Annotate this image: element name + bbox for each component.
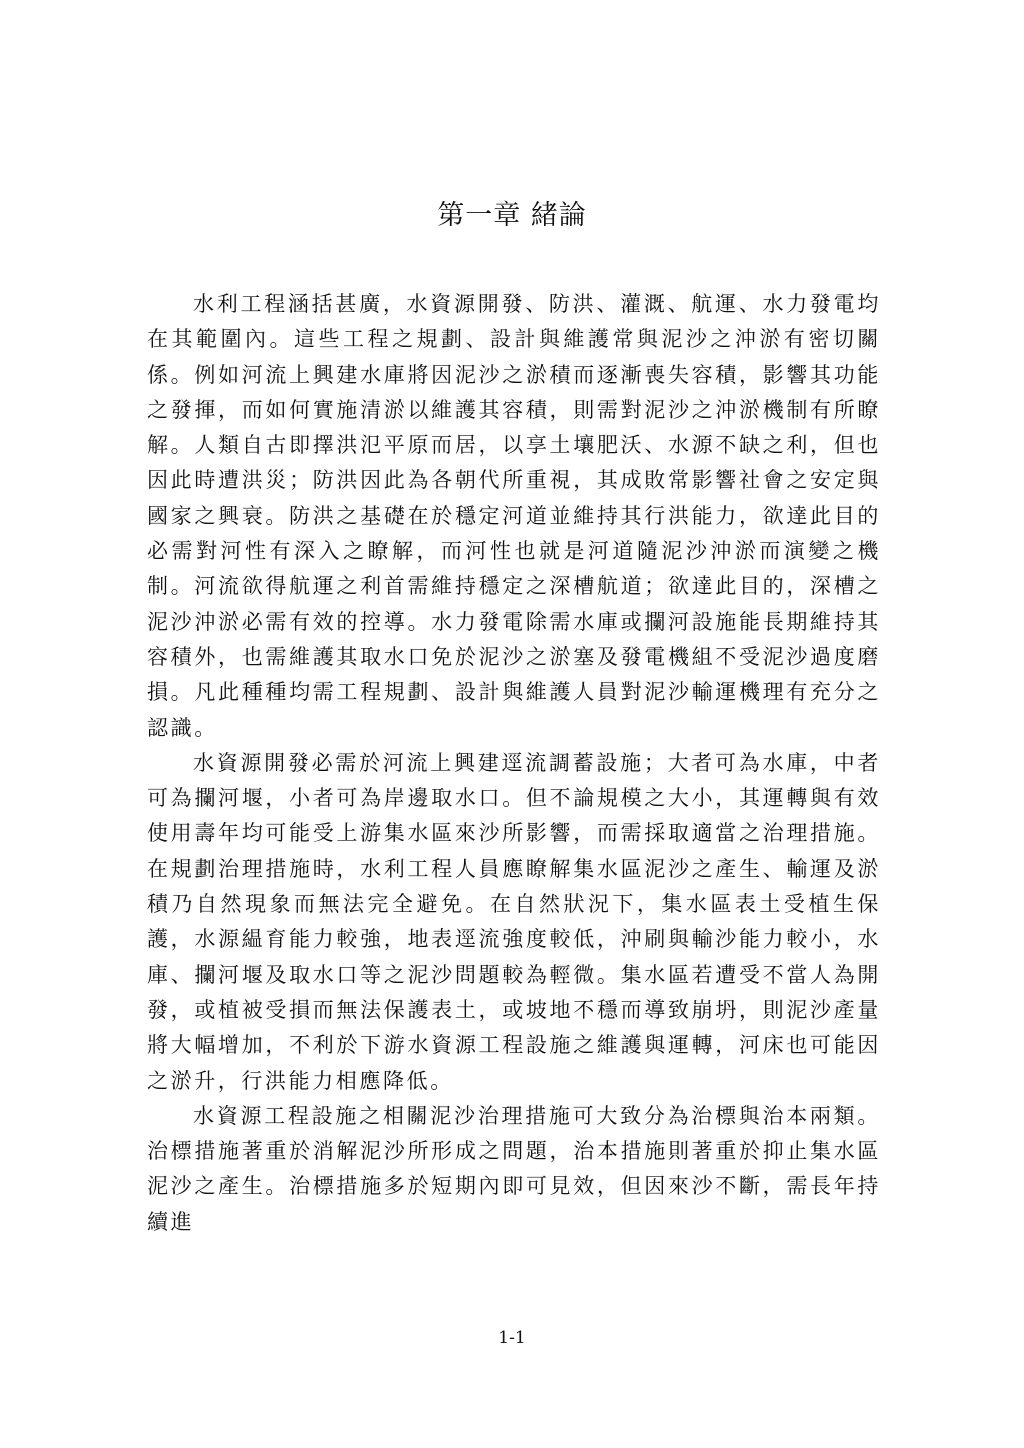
- page-number: 1-1: [498, 1328, 526, 1348]
- chapter-title: 第一章 緒論: [437, 200, 587, 231]
- paragraph-3: 水資源工程設施之相關泥沙治理措施可大致分為治標與治本兩類。治標措施著重於消解泥沙所形成之問題，治本措施則著重於抑止集水區泥沙之產生。治標措施多於短期內即可見效，但因來沙不斷，需長年持續進: [147, 1103, 881, 1234]
- paragraph-2: 水資源開發必需於河流上興建逕流調蓄設施；大者可為水庫，中者可為攔河堰，小者可為岸邊取水口。但不論規模之大小，其運轉與有效使用壽年均可能受上游集水區來沙所影響，而需採取適當之治理措施。在規劃治理措施時，水利工程人員應瞭解集水區泥沙之產生、輸運及淤積乃自然現象而無法完全避免。在自然狀況下，集水區表土受植生保護，水源緼育能力較強，地表逕流強度較低，沖刷與輸沙能力較小，水庫、攔河堰及取水口等之泥沙問題較為輕微。集水區若遭受不當人為開發，或植被受損而無法保護表土，或坡地不穩而導致崩坍，則泥沙產量將大幅增加，不利於下游水資源工程設施之維護與運轉，河床也可能因之淤升，行洪能力相應降低。: [147, 750, 881, 1093]
- paragraph-1: 水利工程涵括甚廣，水資源開發、防洪、灌溉、航運、水力發電均在其範圍內。這些工程之規劃、設計與維護常與泥沙之沖淤有密切關係。例如河流上興建水庫將因泥沙之淤積而逐漸喪失容積，影響其功能之發揮，而如何實施清淤以維護其容積，則需對泥沙之沖淤機制有所瞭解。人類自古即擇洪氾平原而居，以享土壤肥沃、水源不缺之利，但也因此時遭洪災；防洪因此為各朝代所重視，其成敗常影響社會之安定與國家之興衰。防洪之基礎在於穩定河道並維持其行洪能力，欲達此目的必需對河性有深入之瞭解，而河性也就是河道隨泥沙沖淤而演變之機制。河流欲得航運之利首需維持穩定之深槽航道；欲達此目的，深槽之泥沙沖淤必需有效的控導。水力發電除需水庫或攔河設施能長期維持其容積外，也需維護其取水口免於泥沙之淤塞及發電機組不受泥沙過度磨損。凡此種種均需工程規劃、設計與維護人員對泥沙輸運機理有充分之認識。: [147, 292, 881, 740]
- body-text: [147, 287, 881, 1240]
